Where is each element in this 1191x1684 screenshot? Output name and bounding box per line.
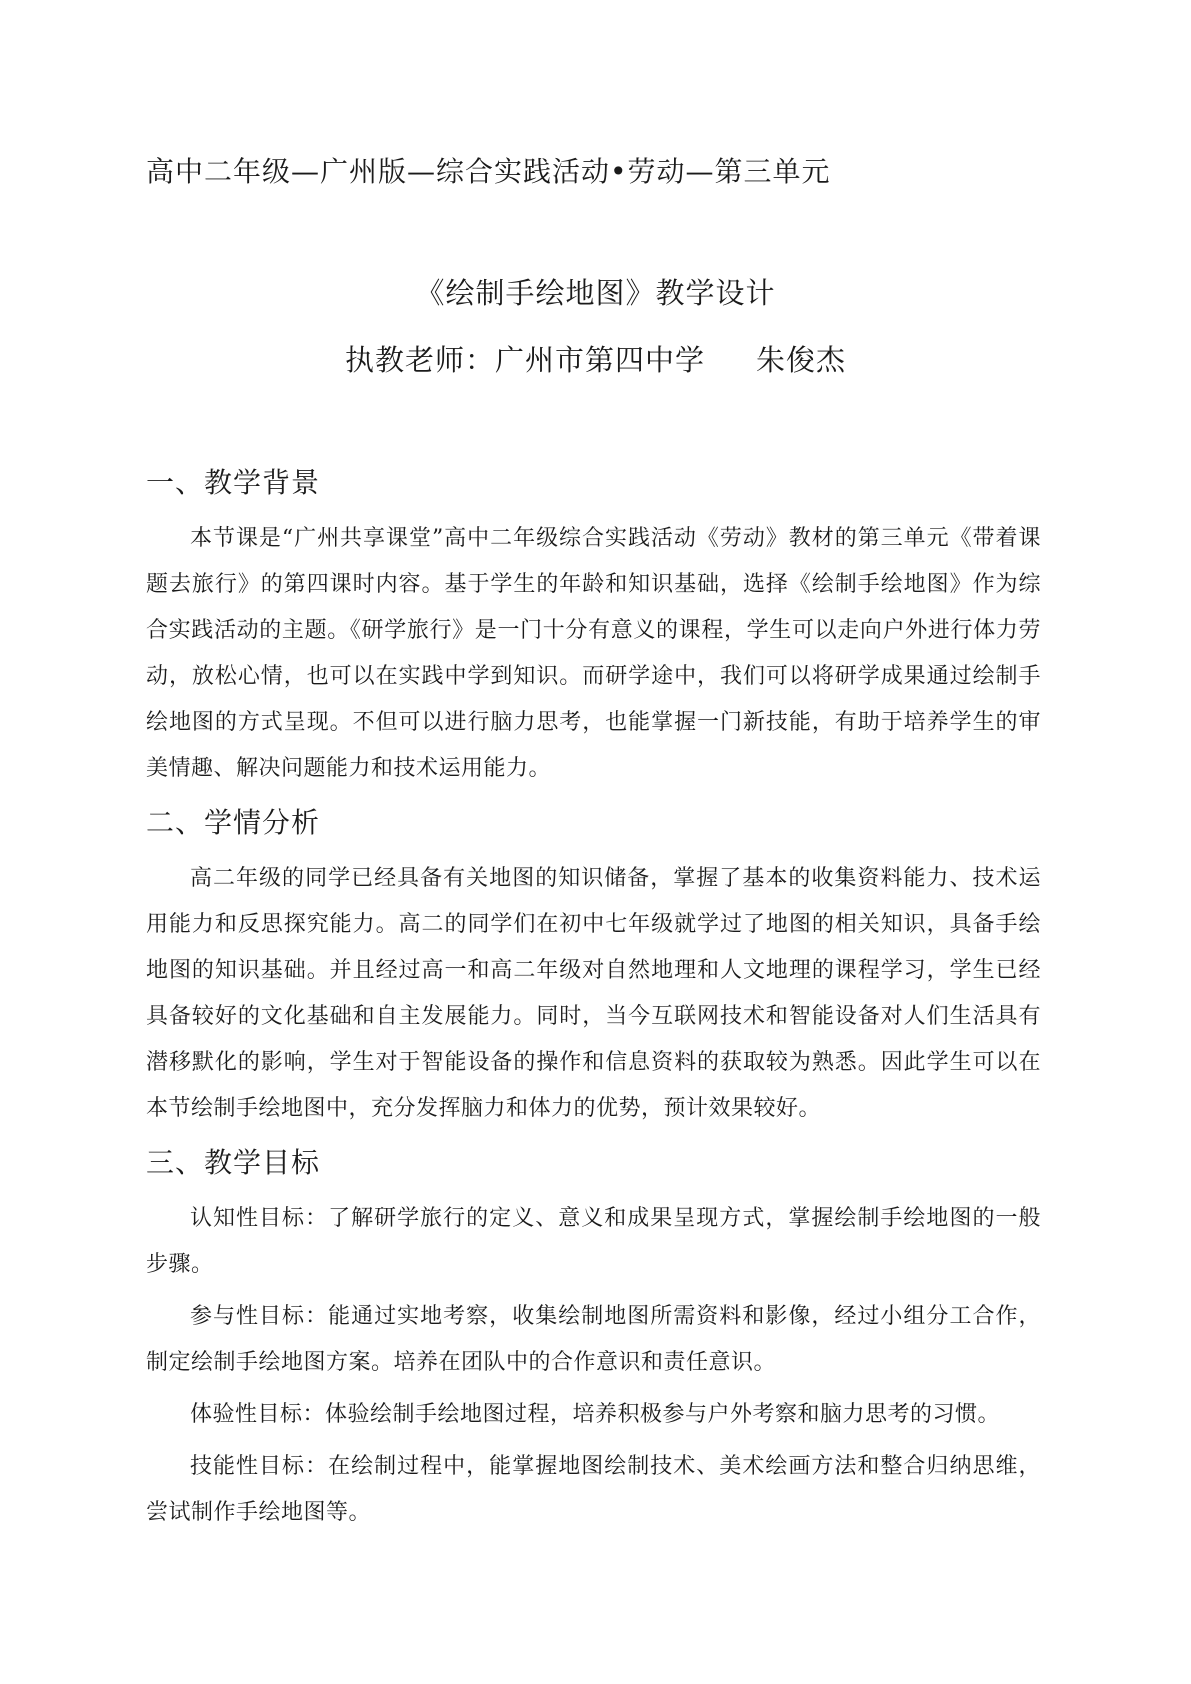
section-teaching-background — [146, 460, 1041, 792]
series-title: 高中二年级—广州版—综合实践活动•劳动—第三单元 — [146, 155, 831, 188]
paragraph: 本节课是“广州共享课堂”高中二年级综合实践活动《劳动》教材的第三单元《带着课题去旅行》的第四课时内容。基于学生的年龄和知识基础，选择《绘制手绘地图》作为综合实践活动的主题。《研学旅行》是一门十分有意义的课程，学生可以走向户外进行体力劳动，放松心情，也可以在实践中学到知识。而研学途中，我们可以将研学成果通过绘制手绘地图的方式呈现。不但可以进行脑力思考，也能掌握一门新技能，有助于培养学生的审美情趣、解决问题能力和技术运用能力。 — [146, 526, 1041, 781]
section-student-analysis — [146, 800, 1041, 1132]
objective-skill: 技能性目标：在绘制过程中，能掌握地图绘制技术、美术绘画方法和整合归纳思维，尝试制作手绘地图等。 — [146, 1454, 1041, 1525]
author-line: 执教老师：广州市第四中学 朱俊杰 — [344, 343, 847, 377]
section-heading: 二、学情分析 — [146, 806, 321, 839]
section-heading: 三、教学目标 — [146, 1146, 321, 1179]
objective-experiential: 体验性目标：体验绘制手绘地图过程，培养积极参与户外考察和脑力思考的习惯。 — [190, 1402, 1001, 1427]
paragraph: 高二年级的同学已经具备有关地图的知识储备，掌握了基本的收集资料能力、技术运用能力和反思探究能力。高二的同学们在初中七年级就学过了地图的相关知识，具备手绘地图的知识基础。并且经过高一和高二年级对自然地理和人文地理的课程学习，学生已经具备较好的文化基础和自主发展能力。同时，当今互联网技术和智能设备对人们生活具有潜移默化的影响，学生对于智能设备的操作和信息资料的获取较为熟悉。因此学生可以在本节绘制手绘地图中，充分发挥脑力和体力的优势，预计效果较好。 — [146, 866, 1041, 1121]
objective-participatory: 参与性目标：能通过实地考察，收集绘制地图所需资料和影像，经过小组分工合作，制定绘制手绘地图方案。培养在团队中的合作意识和责任意识。 — [146, 1304, 1041, 1375]
section-teaching-objectives — [146, 1140, 1041, 1536]
objective-cognitive: 认知性目标：了解研学旅行的定义、意义和成果呈现方式，掌握绘制手绘地图的一般步骤。 — [146, 1206, 1041, 1277]
document-title: 《绘制手绘地图》教学设计 — [415, 276, 776, 310]
document-body — [146, 460, 1041, 1542]
section-heading: 一、教学背景 — [146, 466, 321, 499]
